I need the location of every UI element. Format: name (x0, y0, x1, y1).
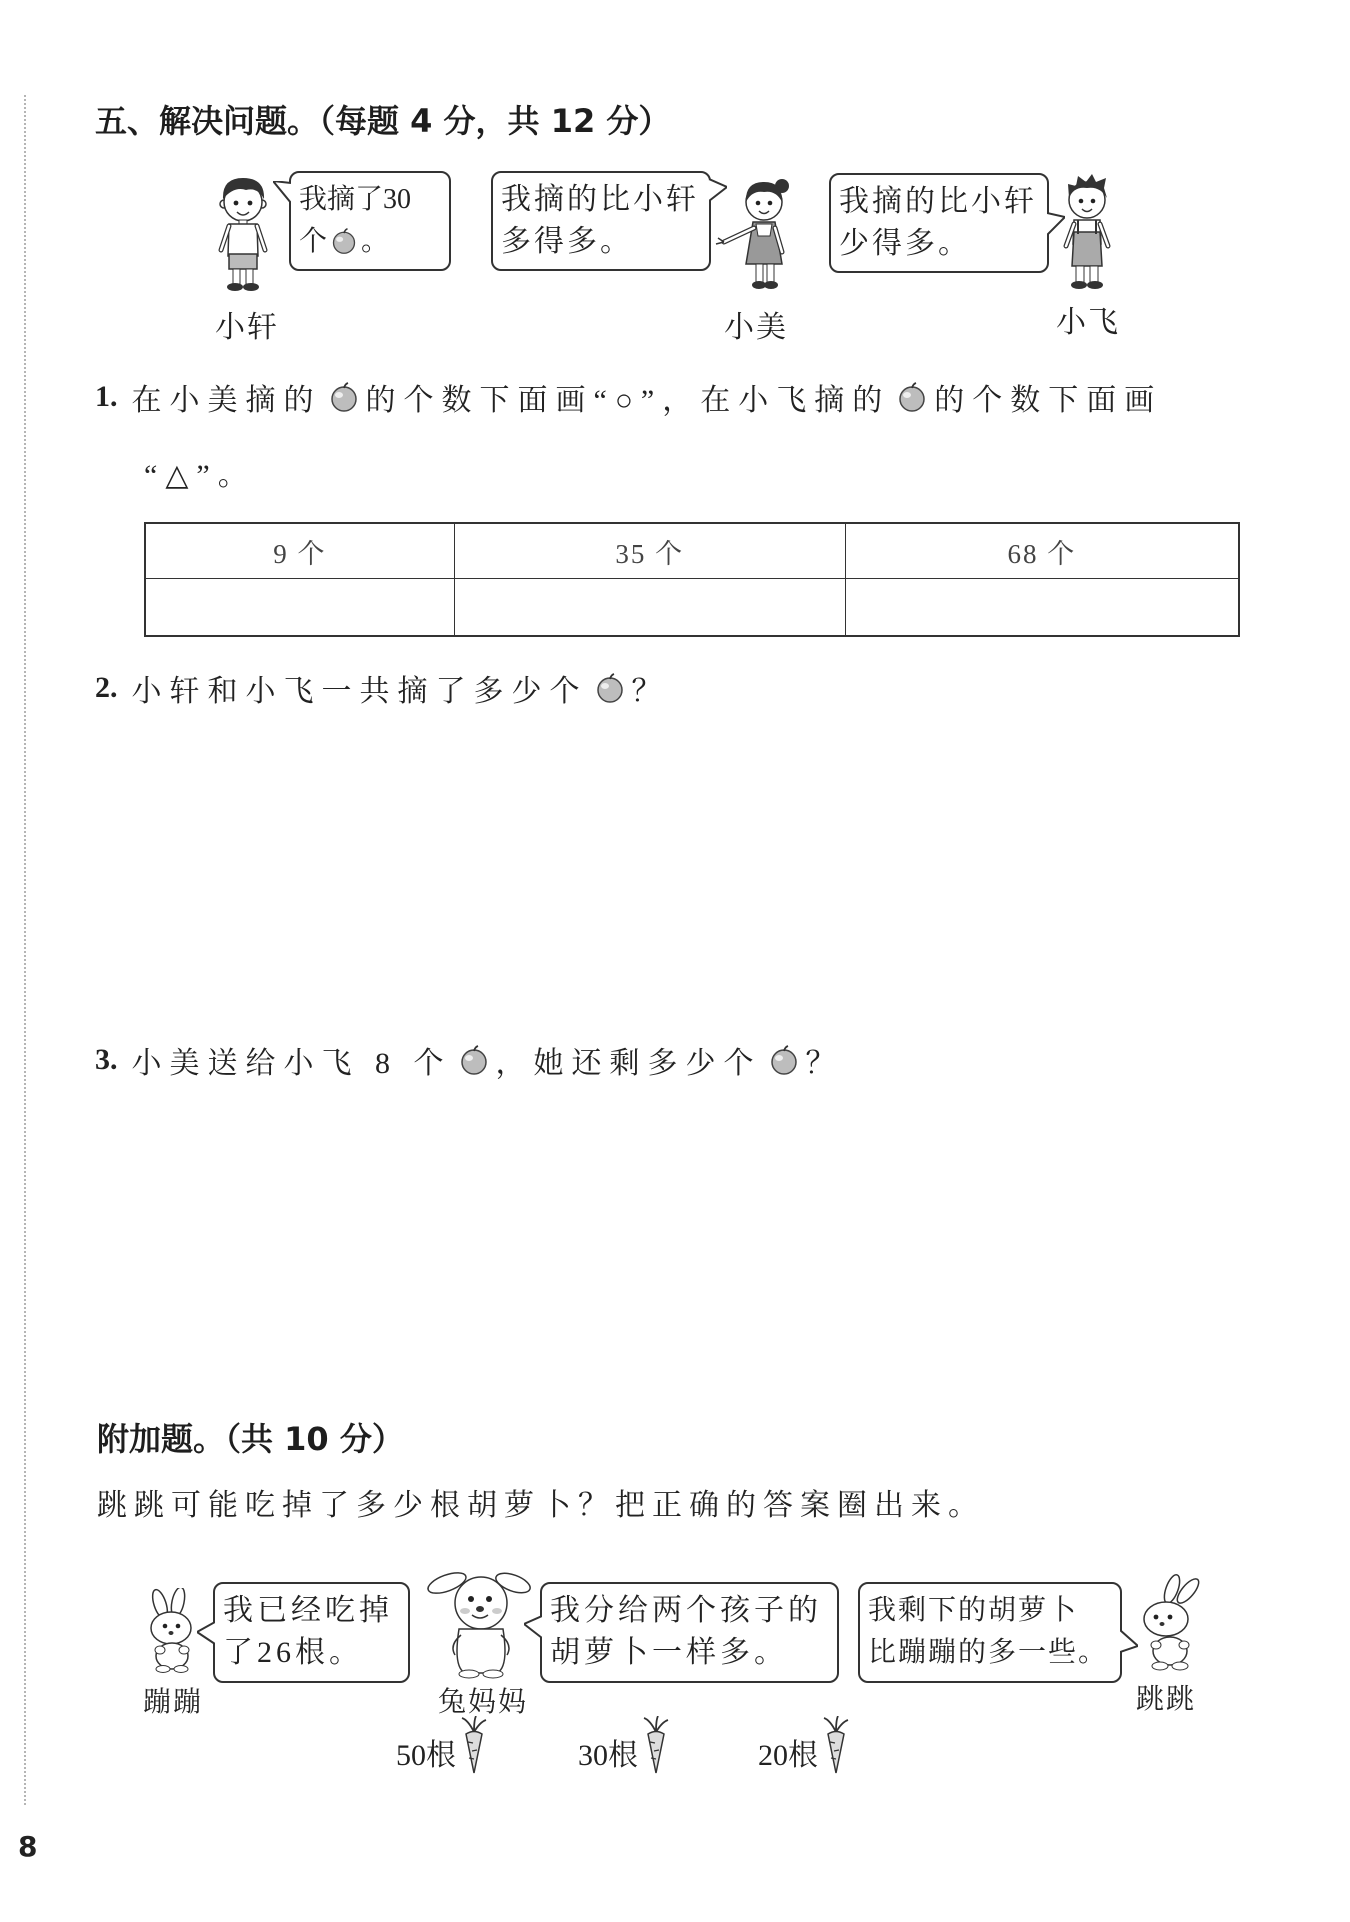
mother-speech-bubble (540, 1582, 839, 1683)
speech-line: 我剩下的胡萝卜 (868, 1595, 1079, 1626)
mother-name-label: 兔妈妈 (438, 1687, 529, 1718)
apple-icon (896, 381, 928, 413)
boy-xiaofei-illustration (1054, 172, 1120, 294)
question-text: ？ (631, 675, 670, 708)
bonus-prompt: 跳跳可能吃掉了多少根胡萝卜？把正确的答案圈出来。 (97, 1489, 985, 1522)
tiaotiao-name-label: 跳跳 (1136, 1684, 1197, 1715)
speech-line: 我摘了30 (299, 184, 412, 215)
bunny-tiaotiao-illustration (1130, 1573, 1210, 1673)
xiaofei-speech-bubble (829, 173, 1049, 273)
option-label: 20根 (758, 1739, 818, 1772)
speech-line: 比蹦蹦的多一些。 (868, 1637, 1109, 1668)
apple-icon (328, 381, 360, 413)
question-text: 的个数下面画“○”，在小飞摘的 (365, 384, 891, 417)
speech-line: 我摘的比小轩 (501, 183, 699, 216)
question-text: ，她还剩多少个 (495, 1047, 762, 1080)
question-number: 2. (95, 671, 118, 704)
bengbeng-name-label: 蹦蹦 (143, 1687, 204, 1718)
xiaoxuan-name-label: 小轩 (215, 311, 279, 344)
speech-line: 多得多。 (501, 225, 633, 258)
speech-line: 个 。 (299, 226, 390, 257)
xiaomei-speech-bubble (491, 171, 711, 271)
speech-line: 我分给两个孩子的 (550, 1594, 822, 1627)
option-label: 50根 (396, 1739, 456, 1772)
option-50[interactable] (396, 1716, 490, 1774)
girl-xiaomei-illustration (712, 172, 796, 294)
question-text: ？ (805, 1047, 844, 1080)
answer-table (144, 522, 1240, 637)
answer-cell[interactable] (145, 579, 454, 637)
table-header-cell: 35 个 (454, 523, 845, 579)
question-number: 3. (95, 1043, 118, 1076)
question-2-answer-area[interactable] (144, 720, 1240, 1020)
answer-cell[interactable] (845, 579, 1239, 637)
question-text: 的个数下面画 (934, 384, 1163, 417)
question-text: 小轩和小飞一共摘了多少个 (131, 675, 588, 708)
question-number: 1. (95, 380, 118, 413)
question-text: 小美送给小飞 8 个 (131, 1047, 452, 1080)
tiaotiao-speech-bubble (858, 1582, 1122, 1683)
apple-icon (768, 1044, 800, 1076)
speech-line: 我摘的比小轩 (839, 185, 1037, 218)
option-30[interactable] (578, 1716, 672, 1774)
option-20[interactable] (758, 1716, 852, 1774)
speech-line: 少得多。 (839, 227, 971, 260)
carrot-icon (458, 1716, 490, 1774)
question-2 (95, 666, 670, 710)
xiaofei-name-label: 小飞 (1056, 306, 1120, 339)
bengbeng-speech-bubble (213, 1582, 410, 1683)
apple-icon (330, 227, 358, 255)
speech-line: 我已经吃掉 (223, 1594, 393, 1627)
speech-line: 胡萝卜一样多。 (550, 1636, 788, 1669)
table-header-cell: 9 个 (145, 523, 454, 579)
xiaoxuan-speech-bubble (289, 171, 451, 271)
binding-margin-line (24, 95, 26, 1805)
question-text: 在小美摘的 (131, 384, 322, 417)
question-1 (95, 375, 1162, 419)
bonus-title: 附加题。（共 10 分） (97, 1420, 404, 1458)
question-3 (95, 1038, 844, 1082)
question-1-line-2: “△”。 (144, 459, 256, 492)
answer-cell[interactable] (454, 579, 845, 637)
carrot-icon (640, 1716, 672, 1774)
carrot-icon (820, 1716, 852, 1774)
xiaomei-name-label: 小美 (724, 311, 788, 344)
bunny-bengbeng-illustration (138, 1588, 204, 1674)
section-title: 五、解决问题。（每题 4 分，共 12 分） (95, 102, 671, 140)
boy-xiaoxuan-illustration (208, 172, 278, 294)
page-number: 8 (18, 1830, 38, 1863)
rabbit-mother-illustration (425, 1563, 533, 1679)
question-3-answer-area[interactable] (144, 1095, 1240, 1385)
option-label: 30根 (578, 1739, 638, 1772)
table-header-cell: 68 个 (845, 523, 1239, 579)
apple-icon (458, 1044, 490, 1076)
speech-line: 了26根。 (223, 1636, 363, 1669)
apple-icon (594, 672, 626, 704)
